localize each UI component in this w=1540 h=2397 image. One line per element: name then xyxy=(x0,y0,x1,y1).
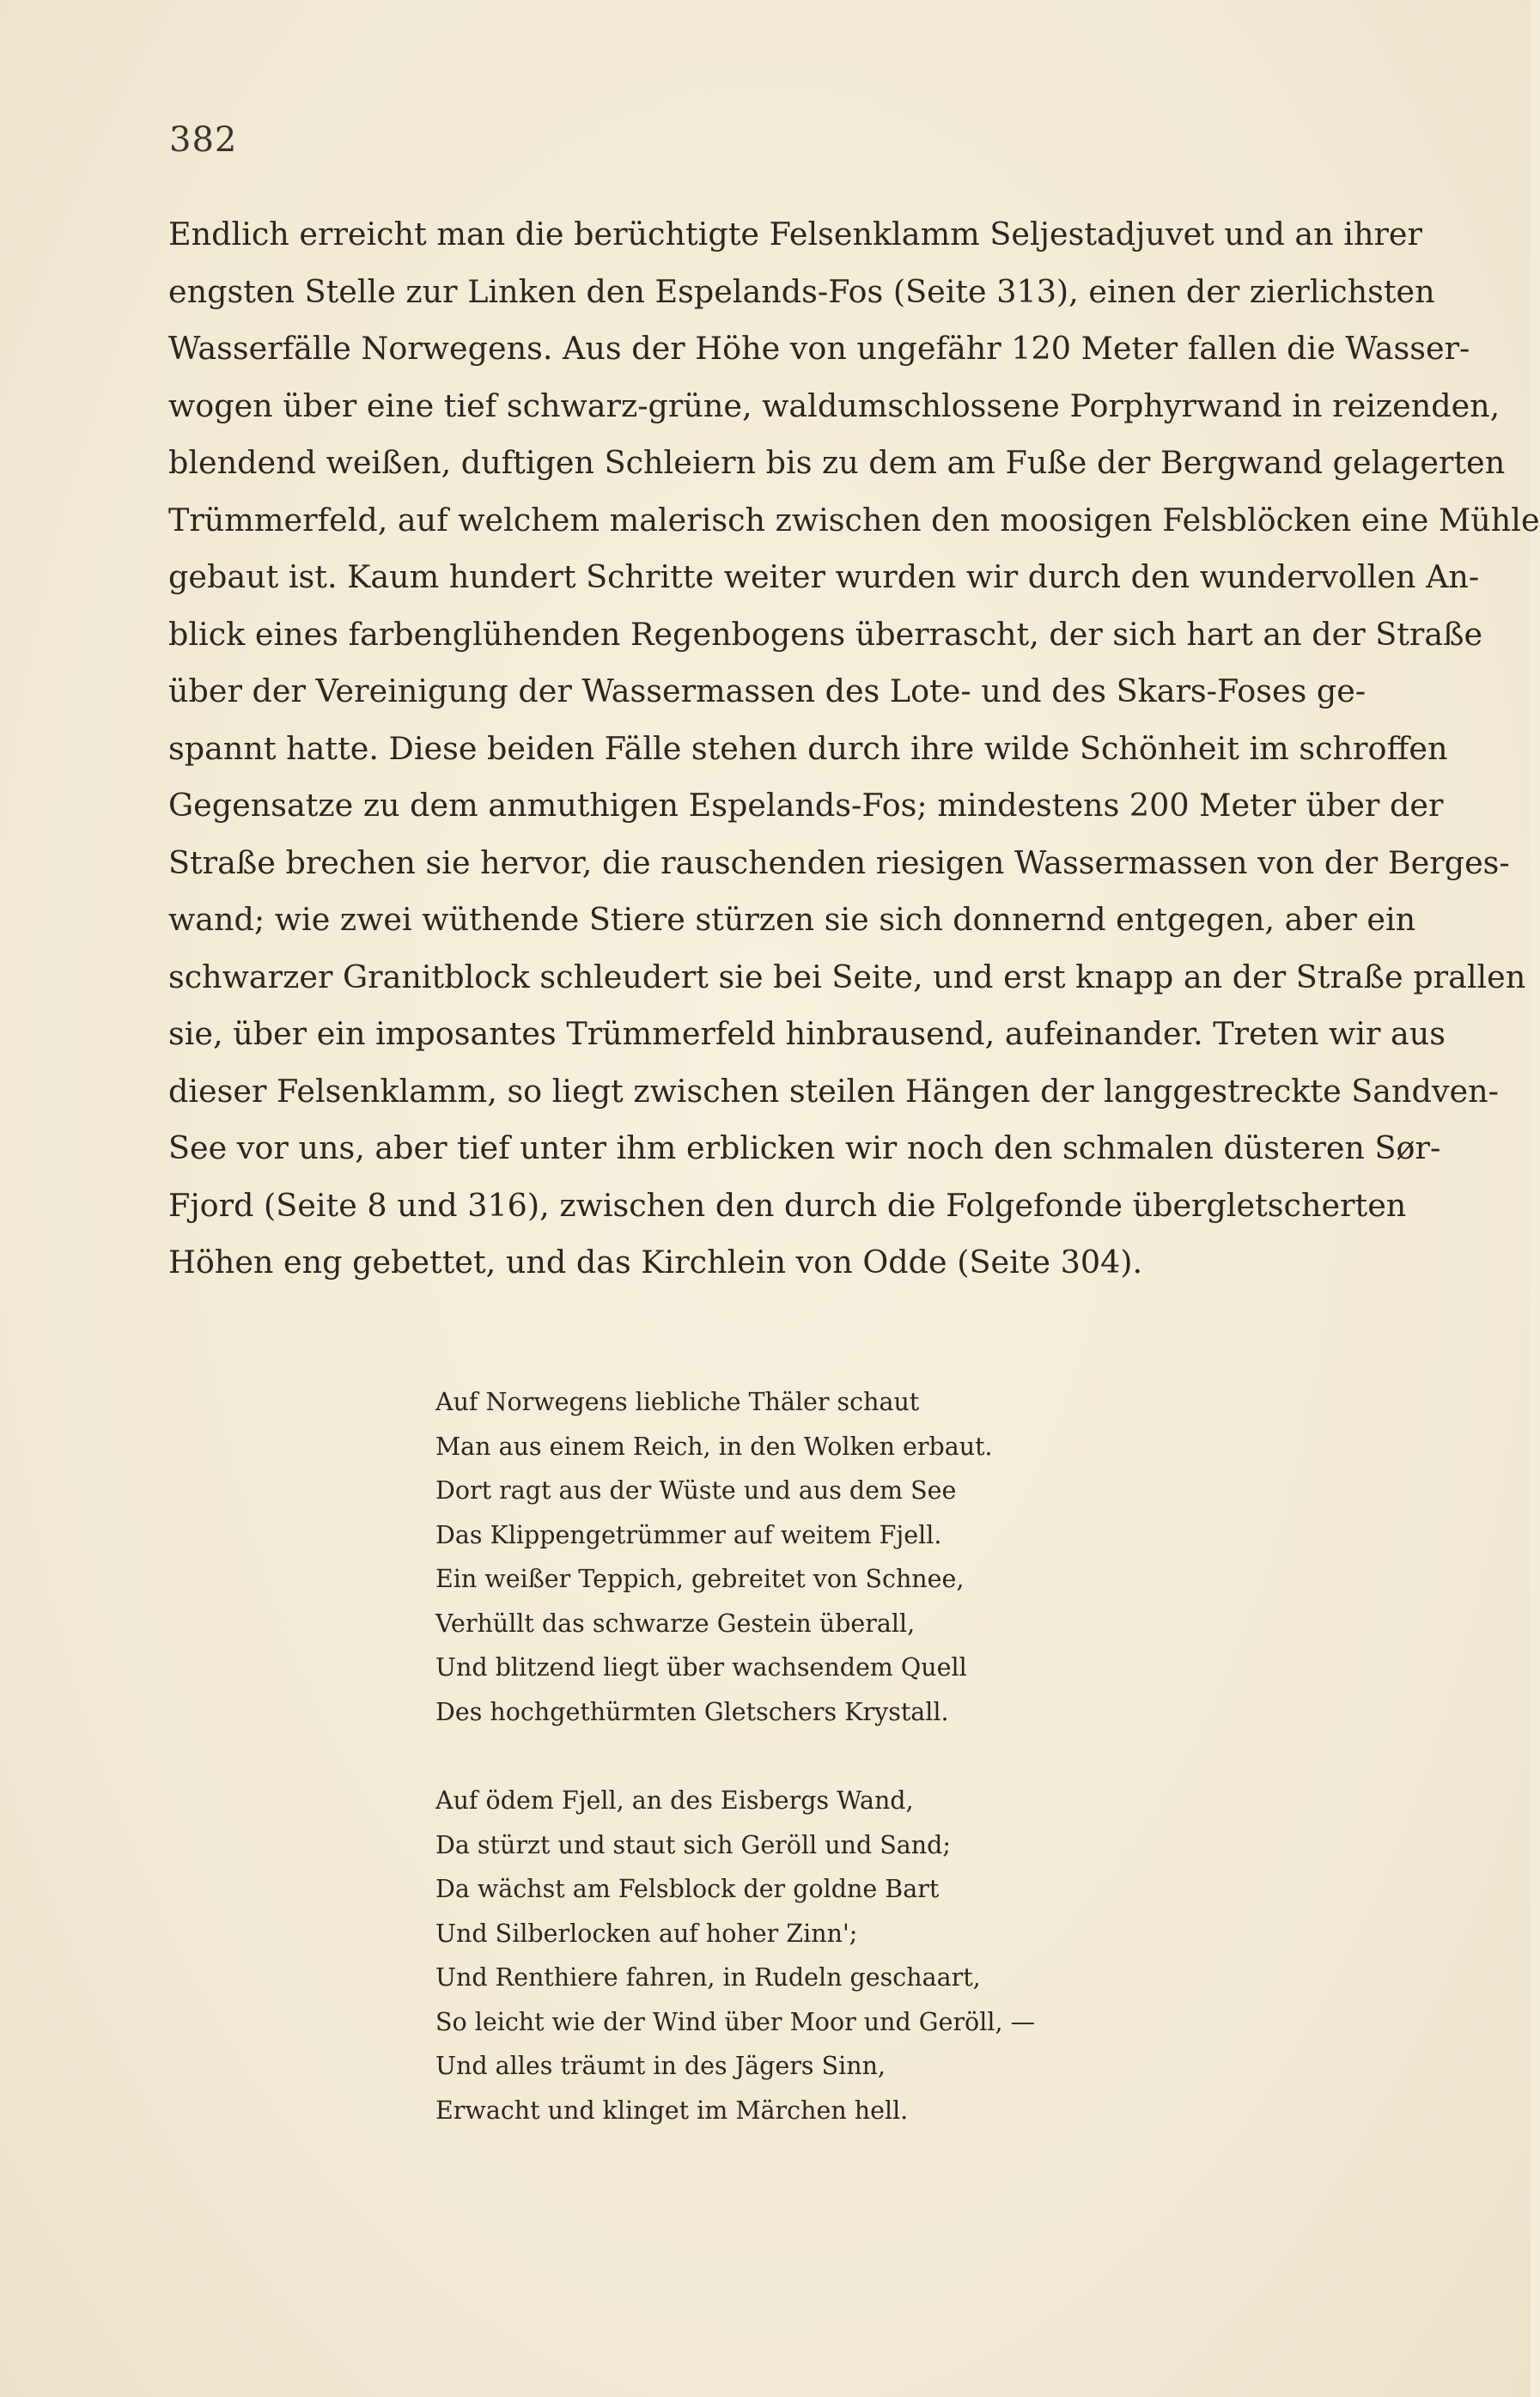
poem-stanza-2 xyxy=(435,1779,1208,2132)
poem-line: Auf Norwegens liebliche Thäler schaut xyxy=(435,1388,920,1416)
prose-line: schwarzer Granitblock schleudert sie bei Seite, und erst knapp an der Straße prallen xyxy=(168,958,1526,995)
prose-line: Gegensatze zu dem anmuthigen Espelands-Fos; mindestens 200 Meter über der xyxy=(168,787,1444,824)
poem-line: Das Klippengetrümmer auf weitem Fjell. xyxy=(435,1520,942,1549)
prose-line: Fjord (Seite 8 und 316), zwischen den durch die Folgefonde übergletscherten xyxy=(168,1186,1407,1224)
prose-line: Endlich erreicht man die berüchtigte Felsenklamm Seljestadjuvet und an ihrer xyxy=(168,216,1422,252)
prose-line: engsten Stelle zur Linken den Espelands-Fos (Seite 313), einen der zierlichsten xyxy=(168,272,1435,310)
poem-line: Dort ragt aus der Wüste und aus dem See xyxy=(435,1476,957,1505)
page-number: 382 xyxy=(169,120,238,160)
prose-line: über der Vereinigung der Wassermassen des Lote- und des Skars-Foses ge- xyxy=(168,672,1367,709)
prose-line: blendend weißen, duftigen Schleiern bis zu dem am Fuße der Bergwand gelagerten xyxy=(168,444,1506,481)
poem-line: Auf ödem Fjell, an des Eisbergs Wand, xyxy=(435,1786,914,1815)
prose-line: gebaut ist. Kaum hundert Schritte weiter wurden wir durch den wundervollen An- xyxy=(168,558,1480,595)
prose-line: Wasserfälle Norwegens. Aus der Höhe von ungefähr 120 Meter fallen die Wasser- xyxy=(168,330,1470,367)
poem-line: Und alles träumt in des Jägers Sinn, xyxy=(435,2052,886,2080)
prose-line: blick eines farbenglühenden Regenbogens überrascht, der sich hart an der Straße xyxy=(168,615,1483,653)
poem-line: Man aus einem Reich, in den Wolken erbaut. xyxy=(435,1432,993,1461)
poem-line: Ein weißer Teppich, gebreitet von Schnee, xyxy=(435,1565,965,1593)
poem-line: Und blitzend liegt über wachsendem Quell xyxy=(435,1653,967,1682)
poem-line: Erwacht und klinget im Märchen hell. xyxy=(435,2096,909,2125)
prose-line: See vor uns, aber tief unter ihm erblicken wir noch den schmalen düsteren Sør- xyxy=(168,1129,1441,1166)
prose-line: wand; wie zwei wüthende Stiere stürzen sie sich donnernd entgegen, aber ein xyxy=(168,901,1416,938)
poem-stanza-1 xyxy=(435,1380,1208,1734)
poem-line: Da stürzt und staut sich Geröll und Sand; xyxy=(435,1830,951,1859)
prose-line: wogen über eine tief schwarz-grüne, waldumschlossene Porphyrwand in reizenden, xyxy=(168,386,1500,424)
poem-line: So leicht wie der Wind über Moor und Geröll, — xyxy=(435,2007,1036,2036)
prose-line: Straße brechen sie hervor, die rauschenden riesigen Wassermassen von der Berges- xyxy=(168,843,1510,881)
poem-line: Verhüllt das schwarze Gestein überall, xyxy=(435,1609,916,1638)
poem-line: Und Renthiere fahren, in Rudeln geschaart, xyxy=(435,1963,981,1992)
prose-line: Trümmerfeld, auf welchem malerisch zwischen den moosigen Felsblöcken eine Mühle xyxy=(168,501,1540,538)
prose-line: Höhen eng gebettet, und das Kirchlein von Odde (Seite 304). xyxy=(168,1244,1143,1281)
prose-paragraph xyxy=(168,206,1540,1292)
prose-line: sie, über ein imposantes Trümmerfeld hinbrausend, aufeinander. Treten wir aus xyxy=(168,1015,1446,1052)
poem-line: Und Silberlocken auf hoher Zinn'; xyxy=(435,1919,858,1948)
poem-line: Da wächst am Felsblock der goldne Bart xyxy=(435,1875,940,1903)
prose-line: dieser Felsenklamm, so liegt zwischen steilen Hängen der langgestreckte Sandven- xyxy=(168,1072,1499,1110)
prose-line: spannt hatte. Diese beiden Fälle stehen durch ihre wilde Schönheit im schroffen xyxy=(168,729,1448,767)
poem-line: Des hochgethürmten Gletschers Krystall. xyxy=(435,1697,949,1726)
